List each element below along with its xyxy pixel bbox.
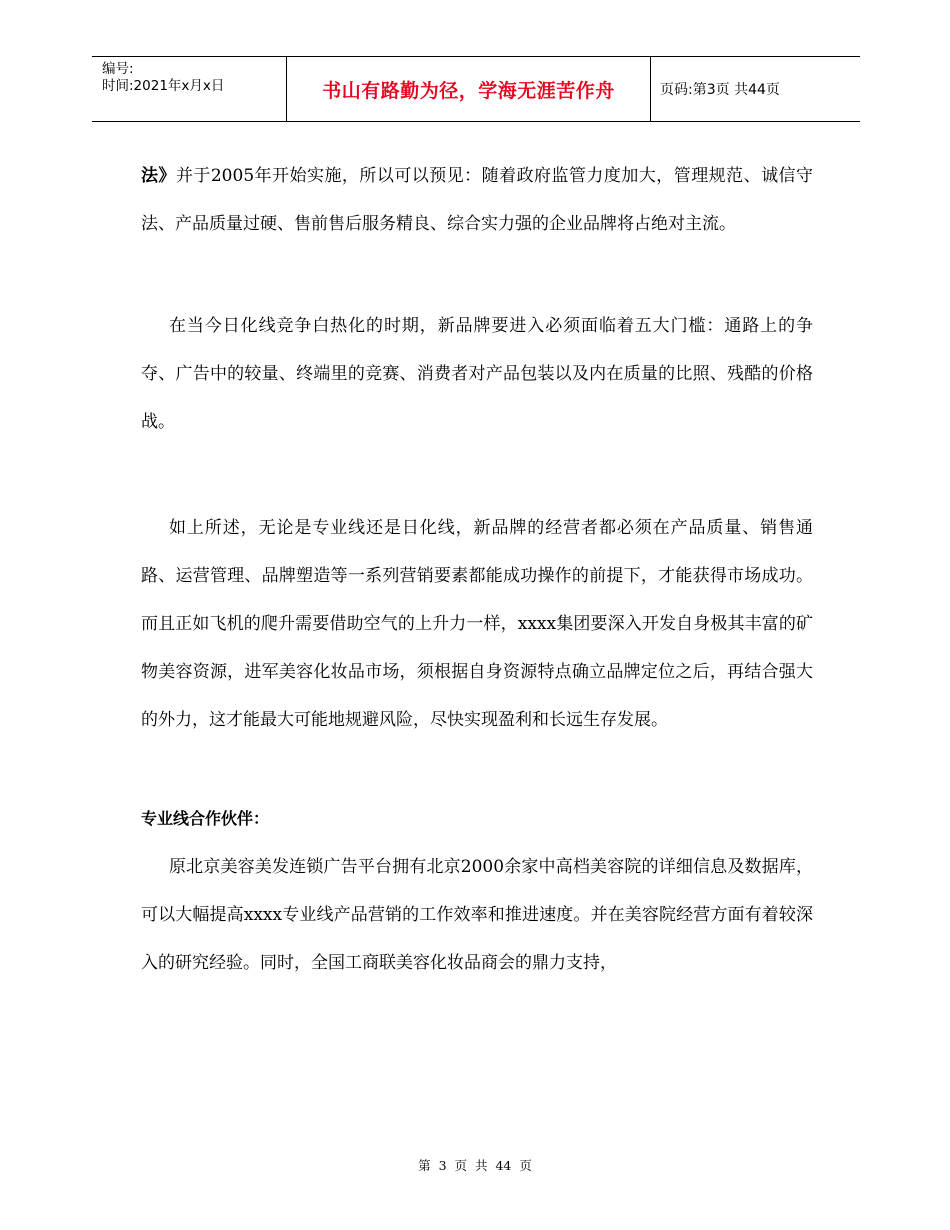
paragraph-1-lead: 法》 (141, 166, 176, 186)
header-motto: 书山有路勤为径，学海无涯苦作舟 (287, 57, 651, 121)
section-heading: 专业线合作伙伴： (141, 809, 270, 828)
document-body (141, 152, 813, 987)
paragraph-1-text: 并于2005年开始实施，所以可以预见：随着政府监管力度加大，管理规范、诚信守法、产品质量过硬、售前售后服务精良、综合实力强的企业品牌将占绝对主流。 (141, 166, 814, 234)
paragraph-3: 如上所述，无论是专业线还是日化线，新品牌的经营者都必须在产品质量、销售通路、运营管理、品牌塑造等一系列营销要素都能成功操作的前提下，才能获得市场成功。而且正如飞机的爬升需要借助空气的上升力一样，xxxx集团要深入开发自身极其丰富的矿物美容资源，进军美容化妆品市场，须根据自身资源特点确立品牌定位之后，再结合强大的外力，这才能最大可能地规避风险，尽快实现盈利和长远生存发展。 (141, 518, 813, 730)
page-header (92, 56, 860, 122)
paragraph-1 (141, 152, 813, 248)
paragraph-2: 在当今日化线竞争白热化的时期，新品牌要进入必须面临着五大门槛：通路上的争夺、广告中的较量、终端里的竞赛、消费者对产品包装以及内在质量的比照、残酷的价格战。 (141, 316, 813, 432)
document-time-label: 时间:2021年x月x日 (102, 78, 225, 94)
header-meta (92, 57, 287, 121)
header-page-info: 页码:第3页 共44页 (660, 82, 780, 98)
document-number-label: 编号: (102, 61, 134, 77)
page-footer: 第 3 页 共 44 页 (418, 1158, 532, 1173)
paragraph-4: 原北京美容美发连锁广告平台拥有北京2000余家中高档美容院的详细信息及数据库，可以大幅提高xxxx专业线产品营销的工作效率和推进速度。并在美容院经营方面有着较深入的研究经验。同时，全国工商联美容化妆品商会的鼎力支持， (141, 857, 813, 973)
